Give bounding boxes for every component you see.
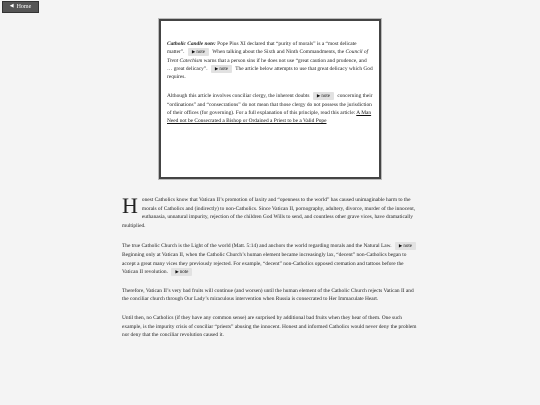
note-paragraph-1	[167, 40, 373, 81]
drop-cap: H	[122, 193, 138, 218]
note-button[interactable]	[188, 48, 209, 56]
catechism-citation: Council of Trent Catechism	[167, 49, 369, 64]
note-button-label: note	[179, 270, 189, 276]
candle-note-box	[159, 19, 381, 179]
article-paragraph-1	[122, 193, 418, 230]
note-text: warns that a person sins if he does not use “great caution and prudence, and … great delicacy”.	[167, 57, 367, 72]
note-button-label: note	[403, 244, 412, 250]
note-button-label: note	[219, 66, 228, 72]
home-button[interactable]	[2, 1, 39, 13]
play-triangle-icon: ▶	[191, 49, 196, 55]
note-text: Although this article involves conciliar clergy, the inherent doubts	[167, 93, 310, 100]
article-text: The true Catholic Church is the Light of the world (Matt. 5:14) and anchors the world regarding morals and the Natural Law.	[122, 243, 392, 250]
article-paragraph-2	[122, 242, 418, 276]
play-triangle-icon: ▶	[316, 93, 321, 99]
note-text: Pope Pius XI declared that “purity of morals” is a “most delicate matter”.	[167, 41, 357, 56]
note-button[interactable]	[395, 242, 416, 250]
note-button[interactable]	[313, 92, 334, 100]
play-triangle-icon: ▶	[398, 243, 403, 249]
article-text: onest Catholics know that Vatican II’s promotion of laxity and “openness to the world” has caused unimaginable harm to the morals of Catholics and (indirectly) to non-Catholics. Since Vatican II, pornography, adultery, divorce, murder of the innocent, euthanasia, unnatural impurity, rejection of the children God Wills to send, and countless other grave vices, have dramatically multiplied.	[122, 197, 416, 229]
note-text: The article below attempts to use that great delicacy which God requires.	[167, 65, 373, 81]
note-paragraph-2	[167, 92, 373, 125]
note-button[interactable]	[211, 65, 232, 73]
left-triangle-icon: ◀	[9, 4, 14, 9]
play-triangle-icon: ▶	[175, 269, 179, 275]
note-text: When talking about the Sixth and Ninth Commandments, the	[210, 49, 346, 56]
valid-pope-article-link[interactable]: A Man Need not be Consecrated a Bishop or Ordained a Priest to be a Valid Pope	[167, 110, 372, 125]
article-paragraph-4: Until then, no Catholics (if they have any common sense) are surprised by additional bad fruits when they hear of them. One such example, is the impurity crisis of conciliar “priests” abusing the innocent. Honest and informed Catholics would never deny the problem nor deny that the conciliar revolution caused it.	[122, 314, 417, 339]
article-body	[122, 193, 418, 340]
note-button-label: note	[321, 94, 330, 100]
note-button-label: note	[196, 50, 205, 56]
note-text: concerning their “ordinations” and “consecrations” do not mean that those clergy do not possess the jurisdiction of their offices (for governing). For a full explanation of this principle, read this article:	[167, 93, 373, 117]
article-paragraph-3: Therefore, Vatican II’s very bad fruits will continue (and worsen) until the human element of the Catholic Church rejects Vatican II and the conciliar church through Our Lady’s miraculous intervention when Russia is consecrated to Her Immaculate Heart.	[122, 287, 414, 303]
note-lead: Catholic Candle note:	[167, 41, 216, 47]
article-text: Beginning only at Vatican II, when the Catholic Church’s human element became increasingly lax, “decent” non-Catholics began to accept a great many vices they previously rejected. For example, “decent” non-Catholics opposed cremation and tattoos before the Vatican II revolution.	[122, 251, 407, 276]
note-button[interactable]	[171, 268, 192, 276]
play-triangle-icon: ▶	[214, 65, 219, 71]
home-label: Home	[16, 4, 32, 10]
